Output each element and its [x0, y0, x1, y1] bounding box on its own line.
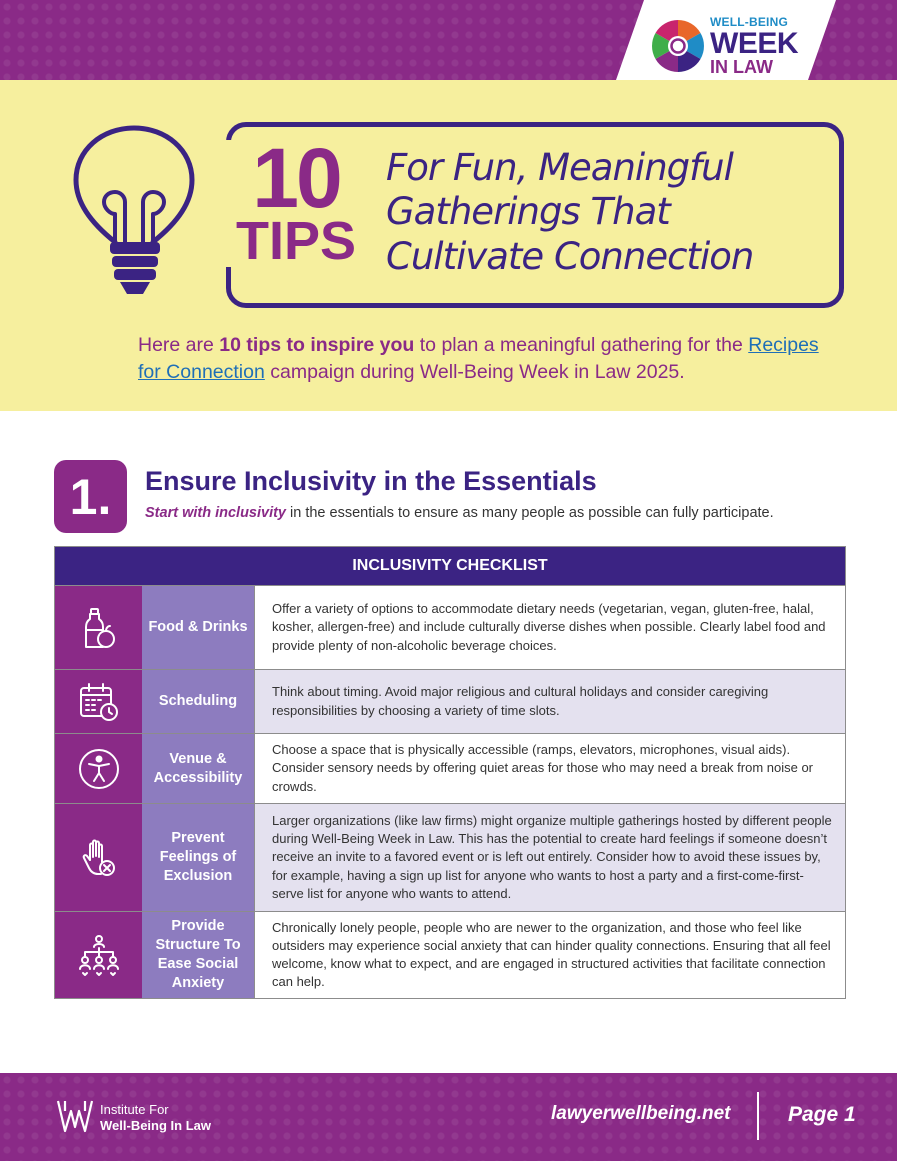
- table-row: [55, 733, 845, 803]
- footer-divider: [757, 1092, 759, 1140]
- footer-org-line1: Institute For: [100, 1102, 169, 1117]
- checklist-title: INCLUSIVITY CHECKLIST: [55, 547, 845, 585]
- section-title: Ensure Inclusivity in the Essentials: [145, 466, 597, 496]
- row-description: Larger organizations (like law firms) might organize multiple gatherings hosted by different people during Well-Being Week in Law. This has the potential to create hard feelings if someone doesn’t receive an invite to a favored event or is left out entirely. Consider how to avoid these issues by, for example, having a sign up list for anyone who wants to host a party and a first-come-first-serve list for anyone who wants to attend.: [255, 804, 845, 911]
- recipes-for-connection-link[interactable]: Recipes for Connection: [138, 334, 819, 384]
- title-line-1: For Fun, Meaningful: [386, 146, 733, 189]
- footer-org-line2: Well-Being In Law: [100, 1117, 211, 1133]
- row-description: Offer a variety of options to accommodate dietary needs (vegetarian, vegan, gluten-free, halal, kosher, allergen-free) and include culturally diverse dishes when possible. Clearly label food and provide plenty of non-alcoholic beverage choices.: [272, 601, 826, 653]
- section-number-badge: 1.: [54, 460, 127, 533]
- brand-logo: [710, 16, 800, 76]
- table-row: [55, 669, 845, 733]
- footer-website-link[interactable]: lawyerwellbeing.net: [551, 1103, 731, 1124]
- org-structure-icon: [55, 912, 142, 998]
- section-subtitle-rest: in the essentials to ensure as many people as possible can fully participate.: [286, 505, 774, 521]
- row-label: Provide Structure To Ease Social Anxiety: [142, 912, 255, 998]
- row-label: Food & Drinks: [142, 586, 255, 669]
- well-being-wheel-icon: [650, 18, 706, 74]
- stop-hand-icon: [55, 804, 142, 911]
- footer: [0, 1073, 897, 1161]
- row-label: Venue & Accessibility: [142, 734, 255, 803]
- page-title: [386, 146, 836, 279]
- section-subtitle: [145, 505, 845, 521]
- intro-part1: Here are: [138, 334, 220, 356]
- row-label: Prevent Feelings of Exclusion: [142, 804, 255, 911]
- table-row: [55, 911, 845, 998]
- row-description: Think about timing. Avoid major religious and cultural holidays and consider caregiving responsibilities by choosing a variety of time slots.: [255, 670, 845, 733]
- table-row: [55, 585, 845, 669]
- brand-line3: IN LAW: [710, 57, 773, 77]
- institute-logo-icon: [55, 1097, 95, 1137]
- intro-paragraph: [138, 332, 838, 387]
- intro-part3: campaign during Well-Being Week in Law 2025.: [264, 361, 685, 384]
- title-line-2: Gatherings That: [386, 190, 670, 234]
- intro-bold: 10 tips to inspire you: [219, 334, 415, 356]
- intro-part2: to plan a meaningful gathering for the: [414, 334, 749, 356]
- footer-organization: [100, 1102, 211, 1133]
- page-number: Page 1: [788, 1103, 856, 1126]
- section-subtitle-emphasis: Start with inclusivity: [145, 505, 286, 521]
- big-word: TIPS: [235, 211, 357, 272]
- brand-line2: WEEK: [710, 27, 798, 60]
- ten-tips-heading: [226, 131, 366, 272]
- lightbulb-icon: [70, 122, 200, 298]
- row-description: Chronically lonely people, people who are newer to the organization, and those who feel like outsiders may experience social anxiety that can hinder quality connections. Ensuring that all feel welcome, know what to expect, and are engaged in structured activities that facilitate connection can help.: [272, 919, 831, 990]
- row-label: Scheduling: [142, 670, 255, 733]
- accessibility-icon: [55, 734, 142, 803]
- brand-line1: WELL-BEING: [710, 15, 788, 29]
- table-row: [55, 803, 845, 911]
- title-line-3: Cultivate Connection: [386, 234, 754, 278]
- big-number: 10: [252, 131, 340, 225]
- inclusivity-checklist-table: [54, 546, 846, 999]
- food-drink-icon: [55, 586, 142, 669]
- row-description: Choose a space that is physically accessible (ramps, elevators, microphones, visual aids). Consider sensory needs by offering quiet areas for those who may need a break from noise or crowds.: [272, 742, 814, 794]
- calendar-clock-icon: [55, 670, 142, 733]
